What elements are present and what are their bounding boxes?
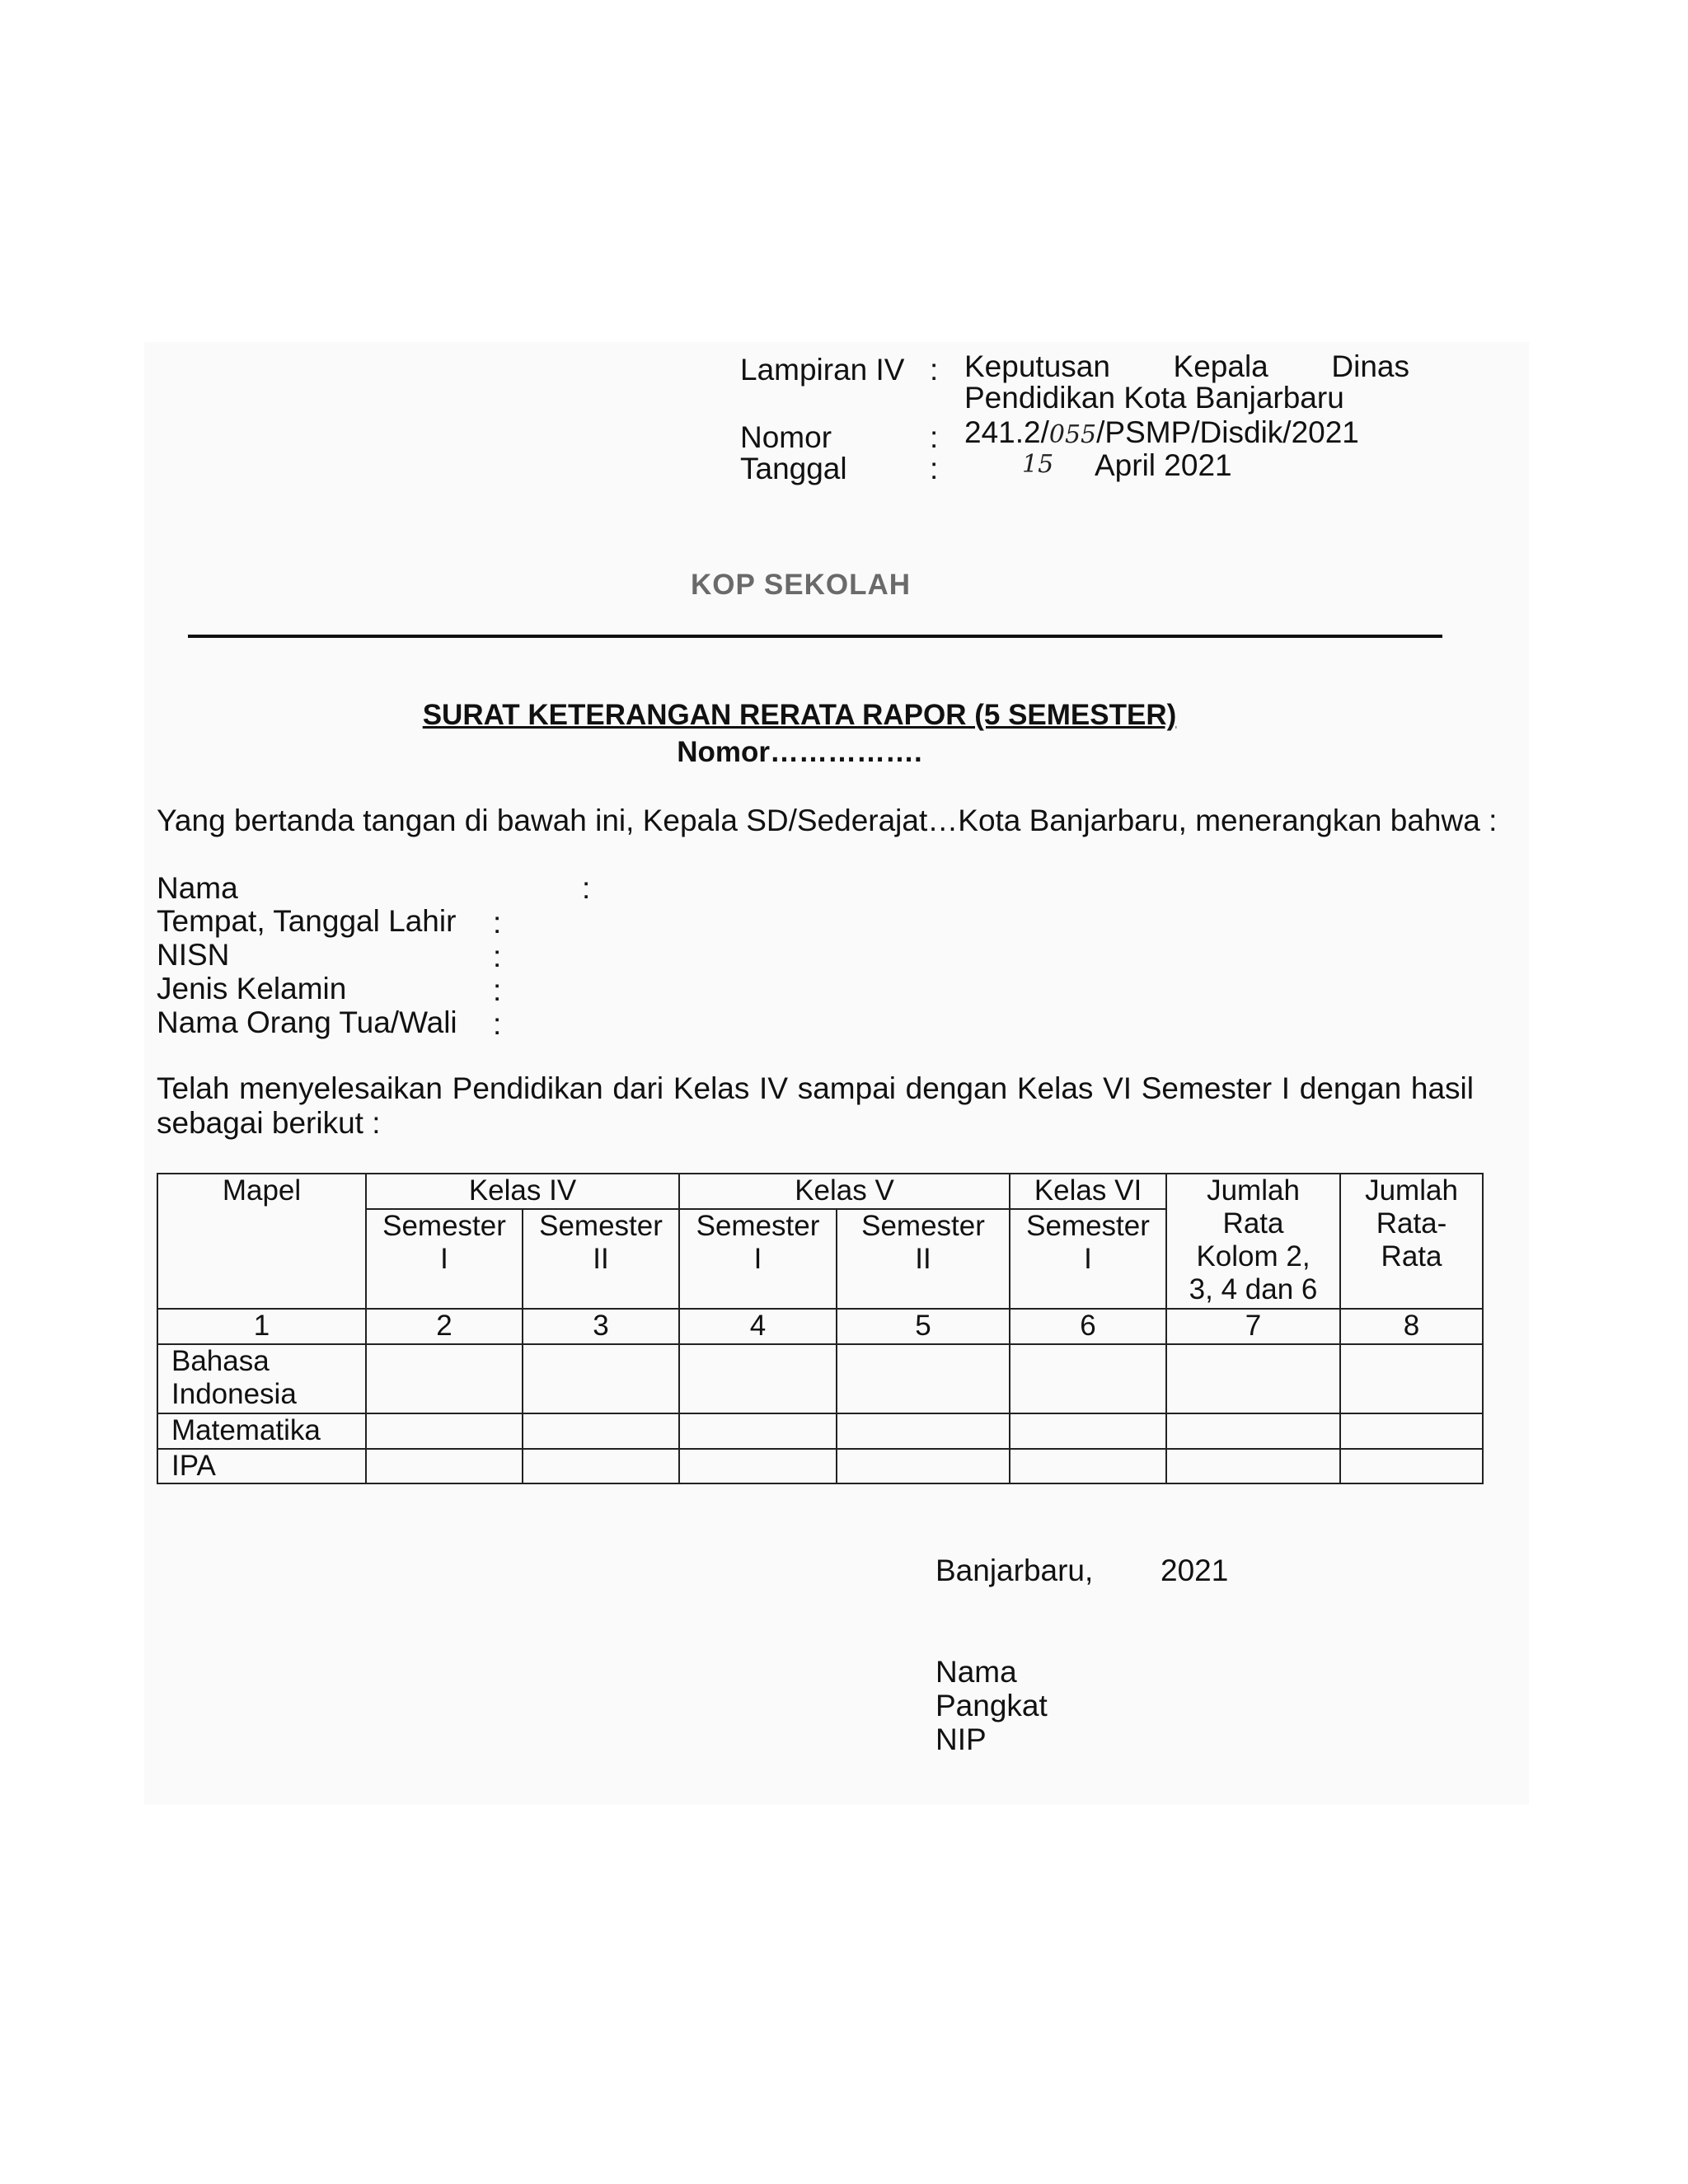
field-ttl-colon: : xyxy=(493,906,502,940)
subject-cell xyxy=(157,1344,366,1414)
header-line: Jumlah xyxy=(1207,1174,1300,1207)
document-number: Nomor……………. xyxy=(677,736,922,768)
semester-word: Semester xyxy=(696,1210,820,1243)
grade-cell xyxy=(366,1413,523,1448)
signature-place: Banjarbaru, xyxy=(935,1554,1094,1587)
grade-cell xyxy=(366,1449,523,1483)
header-mapel: Mapel xyxy=(157,1174,366,1309)
completion-paragraph: Telah menyelesaikan Pendidikan dari Kelas IV sampai dengan Kelas VI Semester I dengan hasil sebagai berikut : xyxy=(157,1071,1474,1140)
subject-line: Bahasa xyxy=(171,1344,270,1377)
field-nisn-label: NISN xyxy=(157,938,230,972)
column-number: 2 xyxy=(366,1309,523,1343)
signature-year: 2021 xyxy=(1160,1554,1229,1587)
header-kelas-v: Kelas V xyxy=(679,1174,1010,1209)
intro-text: Yang bertanda tangan di bawah ini, Kepala SD/Sederajat…Kota Banjarbaru, menerangkan bahwa : xyxy=(157,804,1498,837)
grade-cell xyxy=(679,1344,837,1414)
nomor-value xyxy=(964,415,1459,452)
grade-cell xyxy=(1340,1344,1483,1414)
semester-number: II xyxy=(915,1243,931,1276)
grade-cell xyxy=(679,1413,837,1448)
signature-nama: Nama xyxy=(935,1655,1017,1689)
lampiran-value-line2: Pendidikan Kota Banjarbaru xyxy=(964,381,1344,415)
semester-word: Semester xyxy=(382,1210,506,1243)
field-jk-label: Jenis Kelamin xyxy=(157,972,347,1005)
grade-cell xyxy=(837,1449,1010,1483)
grade-cell xyxy=(1166,1449,1340,1483)
table-row xyxy=(157,1413,1483,1448)
header-semester xyxy=(523,1209,679,1309)
header-jumlah-rata xyxy=(1166,1174,1340,1309)
grade-cell xyxy=(837,1413,1010,1448)
lampiran-word: Keputusan xyxy=(964,349,1110,383)
semester-number: I xyxy=(1084,1243,1092,1276)
field-nama-colon: : xyxy=(582,871,591,905)
header-line: Jumlah xyxy=(1365,1174,1458,1207)
grade-cell xyxy=(523,1449,679,1483)
header-line: 3, 4 dan 6 xyxy=(1189,1273,1318,1305)
grade-cell xyxy=(837,1344,1010,1414)
column-number: 6 xyxy=(1010,1309,1166,1343)
semester-number: II xyxy=(593,1243,609,1276)
grades-table xyxy=(157,1173,1484,1484)
grade-cell xyxy=(523,1413,679,1448)
grade-cell xyxy=(1010,1449,1166,1483)
nomor-prefix: 241.2/ xyxy=(964,415,1049,449)
grade-cell xyxy=(1340,1449,1483,1483)
header-semester xyxy=(366,1209,523,1309)
column-number: 8 xyxy=(1340,1309,1483,1343)
column-number: 4 xyxy=(679,1309,837,1343)
nomor-suffix: /PSMP/Disdik/2021 xyxy=(1096,415,1359,449)
grade-cell xyxy=(1166,1344,1340,1414)
header-line: Rata- xyxy=(1376,1207,1447,1240)
header-line: Rata xyxy=(1222,1207,1284,1240)
tanggal-value: April 2021 xyxy=(1095,448,1232,482)
header-line: Kolom 2, xyxy=(1196,1240,1311,1272)
lampiran-colon: : xyxy=(930,353,939,387)
subject-cell: Matematika xyxy=(157,1413,366,1448)
tanggal-handwritten: 15 xyxy=(1022,450,1054,479)
nomor-handwritten: 055 xyxy=(1048,420,1097,449)
lampiran-word: Dinas xyxy=(1331,349,1409,383)
semester-number: I xyxy=(753,1243,762,1276)
column-number: 5 xyxy=(837,1309,1010,1343)
grade-cell xyxy=(1010,1344,1166,1414)
grade-cell xyxy=(1010,1413,1166,1448)
field-jk-colon: : xyxy=(493,973,502,1007)
lampiran-value-line1 xyxy=(964,349,1409,384)
field-ttl-label: Tempat, Tanggal Lahir xyxy=(157,904,457,938)
document-title: SURAT KETERANGAN RERATA RAPOR (5 SEMESTER) xyxy=(422,699,1177,731)
table-row xyxy=(157,1344,1483,1414)
signature-nip: NIP xyxy=(935,1722,987,1756)
header-line: Rata xyxy=(1381,1240,1442,1272)
column-number: 1 xyxy=(157,1309,366,1343)
semester-word: Semester xyxy=(1026,1210,1150,1243)
subject-cell: IPA xyxy=(157,1449,366,1483)
semester-word: Semester xyxy=(539,1210,663,1243)
lampiran-word: Kepala xyxy=(1173,349,1268,383)
header-semester xyxy=(679,1209,837,1309)
semester-word: Semester xyxy=(861,1210,985,1243)
column-number: 3 xyxy=(523,1309,679,1343)
grade-cell xyxy=(1340,1413,1483,1448)
field-nisn-colon: : xyxy=(493,940,502,973)
kop-sekolah: KOP SEKOLAH xyxy=(691,569,912,601)
header-semester xyxy=(837,1209,1010,1309)
kop-divider xyxy=(188,635,1442,638)
grade-cell xyxy=(1166,1413,1340,1448)
field-ortu-label: Nama Orang Tua/Wali xyxy=(157,1005,457,1039)
lampiran-label: Lampiran IV xyxy=(740,353,905,387)
grade-cell xyxy=(523,1344,679,1414)
field-ortu-colon: : xyxy=(493,1007,502,1041)
header-semester xyxy=(1010,1209,1166,1309)
grade-cell xyxy=(679,1449,837,1483)
header-kelas-iv: Kelas IV xyxy=(366,1174,679,1209)
tanggal-colon: : xyxy=(930,452,939,485)
signature-pangkat: Pangkat xyxy=(935,1689,1048,1722)
table-row xyxy=(157,1449,1483,1483)
nomor-colon: : xyxy=(930,420,939,454)
header-kelas-vi: Kelas VI xyxy=(1010,1174,1166,1209)
field-nama-label: Nama xyxy=(157,871,238,905)
tanggal-label: Tanggal xyxy=(740,452,847,485)
semester-number: I xyxy=(440,1243,448,1276)
column-number-row xyxy=(157,1309,1483,1343)
nomor-label: Nomor xyxy=(740,420,832,454)
column-number: 7 xyxy=(1166,1309,1340,1343)
grade-cell xyxy=(366,1344,523,1414)
subject-line: Indonesia xyxy=(171,1377,297,1410)
header-jumlah-rata-rata xyxy=(1340,1174,1483,1309)
